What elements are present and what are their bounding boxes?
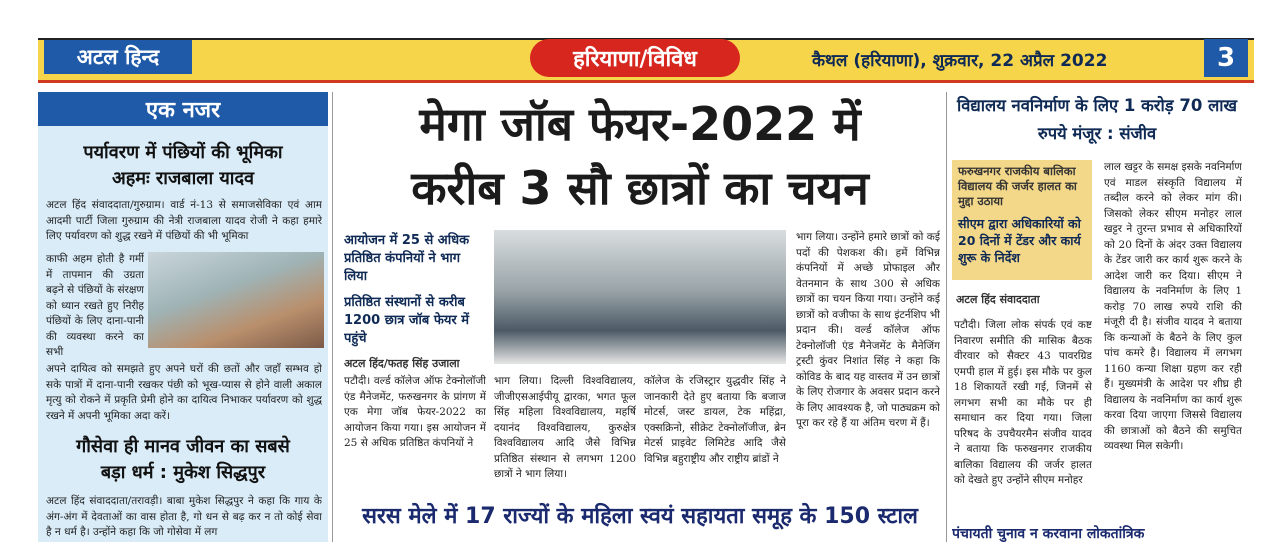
paper-name: अटल हिन्द xyxy=(44,40,192,74)
main-byline: अटल हिंद/फतह सिंह उजाला xyxy=(344,357,460,370)
story1-headline-line1: पर्यावरण में पंछियों की भूमिका xyxy=(83,142,283,163)
main-headline-line1: मेगा जॉब फेयर-2022 में xyxy=(419,97,861,151)
school-highlight-box xyxy=(952,160,1092,280)
job-fair-group-photo xyxy=(494,230,786,364)
main-headline xyxy=(340,92,940,222)
main-article-col2: भाग लिया। दिल्ली विश्वविद्यालय, जीजीएसआईपीयू द्वारका, भगत फूल सिंह महिला विश्वविद्यालय, महर्षि दयानंद विश्वविद्यालय, कुरुक्षेत्र विश्वविद्यालय आदि जैसे विभिन्न प्रतिष्ठित संस्थान से लगभग 1200 छात्रों ने भाग लिया। xyxy=(494,375,636,480)
main-article-col1: पटौदी। वर्ल्ड कॉलेज ऑफ टेक्नोलॉजी एंड मैनेजमेंट, फरुखनगर के प्रांगण में एक मेगा जॉब फेयर-2022 का आयोजन किया गया। इस आयोजन में 25 से अधिक प्रतिष्ठित कंपनियों ने xyxy=(344,375,486,449)
story2-headline-line2: बड़ा धर्म : मुकेश सिद्धपुर xyxy=(100,462,266,483)
main-article-col4: भाग लिया। उन्होंने हमारे छात्रों को कई पदों की पेशकश की। हमें विभिन्न कंपनियों में अच्छे प्रोफाइल और वेतनमान के साथ 300 से अधिक छात्रों का चयन किया गया। उन्होंने कई छात्रों को वजीफा के साथ इंटर्नशिप भी प्रदान की। वर्ल्ड कॉलेज ऑफ टेक्नोलॉजी एंड मैनेजमेंट के मैनेजिंग ट्रस्टी कुंवर निशांत सिंह ने कहा कि कोविड के बाद यह वास्तव में उन छात्रों के लिए रोजगार के अवसर प्रदान करने के लिए आवश्यक है, जो पाठ्यक्रम को पूरा कर रहे हैं या अंतिम चरण में हैं। xyxy=(796,231,940,429)
story2-headline-line1: गौसेवा ही मानव जीवन का सबसे xyxy=(76,436,290,457)
section-heading-ek-najar: एक नजर xyxy=(38,92,328,126)
subhead-companies: आयोजन में 25 से अधिक प्रतिष्ठित कंपनियों ने भाग लिया xyxy=(344,233,470,284)
dateline: कैथल (हरियाणा), शुक्रवार, 22 अप्रैल 2022 xyxy=(812,50,1108,71)
school-article-col1: पटौदी। जिला लोक संपर्क एवं कष्ट निवारण समीति की मासिक बैठक वीरवार को सैक्टर 43 पावरग्रिड एमपी हाल में हुई। इस मौके पर कुल 18 शिकायतें रखी गई, जिनमें से लगभग सभी का मौके पर ही समाधान कर दिया गया। जिला परिषद के उपचैयरमैन संजीव यादव ने बताया कि फरुखनगर राजकीय बालिका विद्यालय की जर्जर हालत को देखते हुए उन्होंने सीएम मनोहर xyxy=(954,319,1092,486)
page-number: 3 xyxy=(1204,39,1248,77)
story1-body-a: अटल हिंद संवाददाता/गुरुग्राम। वार्ड नं-13 से समाजसेविका एवं आम आदमी पार्टी जिला गुरुग्राम की नेत्री राजबाला यादव रोजी ने कहा हमारे लिए पर्यावरण को शुद्ध रखने में पंछियों की भी भूमिका xyxy=(46,199,322,242)
school-highlight-bottom: सीएम द्वारा अधिकारियों को 20 दिनों में टेंडर और कार्य शुरू के निर्देश xyxy=(958,216,1081,265)
section-label: हरियाणा/विविध xyxy=(530,39,740,77)
column-divider-right xyxy=(946,92,947,542)
story1-headline-line2: अहमः राजबाला यादव xyxy=(111,168,255,189)
subhead-students: प्रतिष्ठित संस्थानों से करीब 1200 छात्र जॉब फेयर में पहुंचे xyxy=(344,295,470,346)
main-headline-line2: करीब 3 सौ छात्रों का चयन xyxy=(411,161,869,215)
main-article-col3: कॉलेज के रजिस्ट्रार युद्धवीर सिंह ने जानकारी देते हुए बताया कि बजाज मोटर्स, जस्ट डायल, टेक महिंद्रा, एक्सक्रिनो, सीक्रेट टेक्नोलॉजीज, ब्रेन मेटर्स प्राइवेट लिमिटेड आदि जैसे विभिन्न बहुराष्ट्रीय और राष्ट्रीय ब्रांडों ने xyxy=(644,375,786,465)
story1-photo xyxy=(148,252,324,348)
school-highlight-top: फरुखनगर राजकीय बालिका विद्यालय की जर्जर हालत का मुद्दा उठाया xyxy=(958,164,1077,208)
column-divider-left xyxy=(332,92,333,542)
school-article-col2: लाल खट्टर के समक्ष इसके नवनिर्माण एवं माडल संस्कृति विद्यालय में तब्दील करने को लेकर मांग की। जिसको लेकर सीएम मनोहर लाल खट्टर ने तुरन्त प्रभाव से अधिकारियों को 20 दिनों के अंदर उक्त विद्यालय के टेंडर जारी कर कार्य शुरू करने के आदेश जारी कर दिया। सीएम ने विद्यालय के नवनिर्माण के लिए 1 करोड़ 70 लाख रुपये राशि की मंजूरी दी है। संजीव यादव ने बताया कि कन्याओं के बैठने के लिए कुल पांच कमरे है। विद्यालय में लगभग 1160 कन्या शिक्षा ग्रहण कर रही हैं। मुख्यमंत्री के आदेश पर शीघ्र ही विद्यालय के नवनिर्माण का कार्य शुरू करवा दिया जाएगा जिससे विद्यालय की छात्राओं को बैठने की समुचित व्यवस्था मिल सकेगी। xyxy=(1104,161,1242,452)
story1-body-b: काफी अहम होती है गर्मी में तापमान की उग्रता बढ़ने से पंछियों के संरक्षण को ध्यान रखते हुए निरीह पंछियों के लिए दाना-पानी की व्यवस्था करने का सभी xyxy=(46,253,144,358)
story2-body: अटल हिंद संवाददाता/तरावड़ी। बाबा मुकेश सिद्धपुर ने कहा कि गाय के अंग-अंग में देवताओं का वास होता है, गो धन से बढ़ कर न तो कोई सेवा है न धर्म है। उन्होंने कहा कि जो गोसेवा में लग xyxy=(46,495,322,538)
story1-body-c: अपने दायित्व को समझते हुए अपने घरों की छतों और जहाँ सम्भव हो सके पात्रों में दाना-पानी रखकर पंछी को भूख-प्यास से होने वाली अकाल मृत्यु को रोकने में प्रकृति प्रेमी होने का दायित्व निभाकर पर्यावरण को शुद्ध रखने में अपनी भूमिका अदा करें। xyxy=(46,363,322,422)
panchayat-headline: पंचायती चुनाव न करवाना लोकतांत्रिक xyxy=(952,526,1145,542)
school-byline: अटल हिंद संवाददाता xyxy=(956,293,1040,306)
story1-headline xyxy=(42,140,324,192)
saras-mela-headline: सरस मेले में 17 राज्यों के महिला स्वयं सहायता समूह के 150 स्टाल xyxy=(362,504,918,529)
school-headline: विद्यालय नवनिर्माण के लिए 1 करोड़ 70 लाख रुपये मंजूर : संजीव xyxy=(956,96,1238,143)
story2-headline xyxy=(42,434,324,486)
